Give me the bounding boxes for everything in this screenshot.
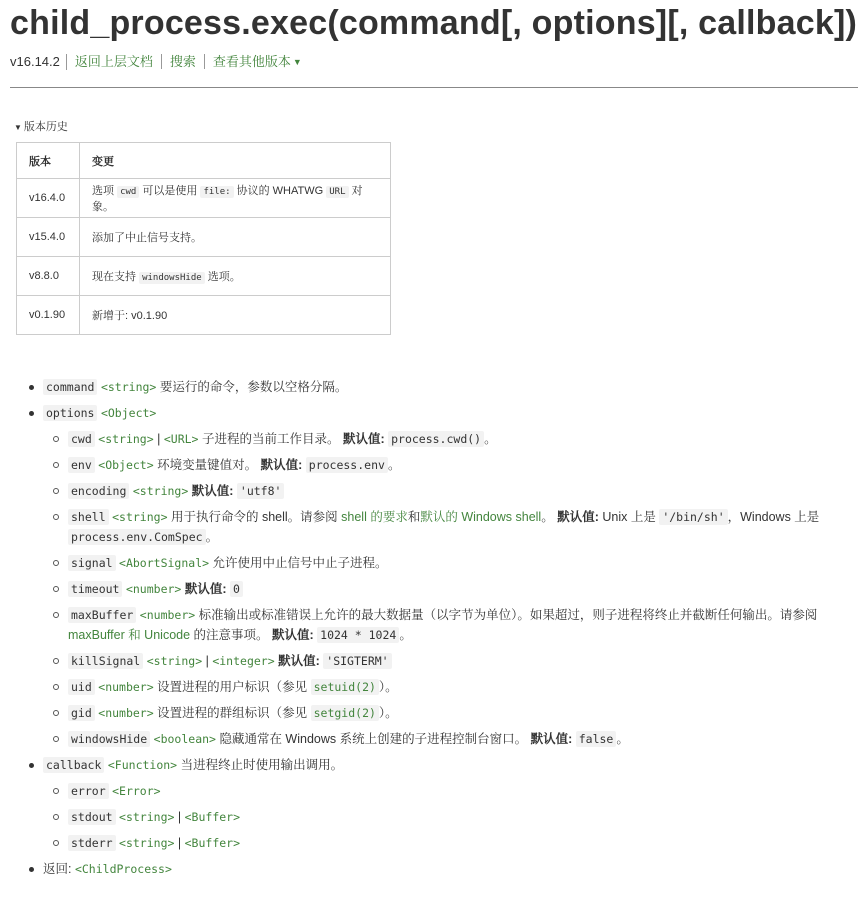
parameter-list	[27, 377, 842, 885]
default-value: '/bin/sh'	[659, 509, 727, 525]
option-env	[43, 455, 842, 475]
default-value: process.env.ComSpec	[68, 529, 206, 545]
type-link[interactable]: <integer>	[212, 654, 275, 668]
row-version: v8.8.0	[17, 257, 80, 296]
param-name: callback	[43, 757, 104, 773]
type-link[interactable]: <ChildProcess>	[74, 862, 172, 876]
row-version: v15.4.0	[17, 218, 80, 257]
default-label: 默认值:	[260, 458, 303, 472]
param-desc: 允许使用中止信号中止子进程。	[209, 556, 388, 570]
maxbuffer-unicode-link[interactable]: maxBuffer 和 Unicode	[68, 628, 191, 642]
up-docs-link[interactable]: 返回上层文档	[67, 54, 162, 69]
option-gid	[43, 703, 842, 723]
param-name: uid	[68, 679, 95, 695]
version-history-label: 版本历史	[23, 121, 68, 133]
change-text: 可以是使用	[139, 185, 201, 197]
param-desc: ，Windows 上是	[727, 510, 820, 524]
other-versions-link[interactable]	[205, 54, 310, 69]
default-value: 0	[230, 581, 243, 597]
param-name: stdout	[68, 809, 116, 825]
row-change	[80, 257, 391, 296]
type-link[interactable]: <string>	[132, 484, 189, 498]
default-label: 默认值:	[530, 732, 573, 746]
version-label: v16.14.2	[10, 54, 67, 70]
param-desc: 隐藏通常在 Windows 系统上创建的子进程控制台窗口。	[215, 732, 531, 746]
punctuation: 。	[616, 732, 629, 746]
setgid-link[interactable]	[311, 705, 379, 721]
option-shell	[43, 507, 842, 547]
param-desc: 的注意事项。	[190, 628, 272, 642]
option-killsignal	[43, 651, 842, 671]
type-link[interactable]: <number>	[125, 582, 182, 596]
type-link[interactable]: <number>	[98, 706, 154, 720]
param-name: options	[43, 405, 97, 421]
param-name: env	[68, 457, 95, 473]
option-cwd	[43, 429, 842, 449]
type-link[interactable]: <boolean>	[153, 732, 216, 746]
type-link[interactable]: <Buffer>	[184, 836, 241, 850]
type-separator: |	[174, 810, 185, 824]
punctuation: 。	[484, 432, 497, 446]
chevron-down-icon: ▼	[292, 57, 302, 67]
option-timeout	[43, 579, 842, 599]
change-text: 选项	[92, 185, 118, 197]
default-value: 'utf8'	[237, 483, 285, 499]
param-name: shell	[68, 509, 109, 525]
default-value: false	[576, 731, 617, 747]
param-desc: 设置进程的群组标识（参见	[153, 706, 311, 720]
punctuation: 。	[205, 530, 219, 544]
option-encoding	[43, 481, 842, 501]
punctuation: ）。	[378, 680, 398, 694]
header-version: 版本	[17, 143, 80, 179]
type-link[interactable]: <string>	[119, 836, 175, 850]
param-name: windowsHide	[68, 731, 150, 747]
doc-page	[10, 0, 858, 335]
type-link[interactable]: <string>	[100, 380, 157, 394]
search-link[interactable]: 搜索	[162, 54, 205, 69]
default-label: 默认值:	[272, 628, 314, 642]
param-name: error	[68, 783, 109, 799]
default-label: 默认值:	[278, 654, 320, 668]
default-value: 'SIGTERM'	[323, 653, 391, 669]
param-desc: 标准输出或标准错误上允许的最大数据量（以字节为单位）。如果超过，则子进程将终止并截断任何输出。请参阅	[195, 608, 818, 622]
type-link[interactable]: <URL>	[163, 432, 199, 446]
type-link[interactable]: <Object>	[100, 406, 157, 420]
change-text: 协议的 WHATWG	[233, 185, 327, 197]
punctuation: 。	[399, 628, 412, 642]
inline-code: URL	[326, 186, 348, 198]
row-version: v0.1.90	[17, 296, 80, 335]
row-change	[80, 179, 391, 218]
option-signal	[43, 553, 842, 573]
type-link[interactable]: <Buffer>	[184, 810, 241, 824]
default-label: 默认值:	[191, 484, 234, 498]
setuid-link[interactable]	[311, 679, 379, 695]
param-desc: 要运行的命令，参数以空格分隔。	[156, 380, 348, 394]
type-separator: |	[174, 836, 185, 850]
default-windows-shell-link[interactable]: 默认的 Windows shell	[420, 510, 542, 524]
type-link[interactable]: <string>	[119, 810, 175, 824]
param-name: timeout	[68, 581, 122, 597]
man-ref: setuid(2)	[311, 679, 379, 695]
param-desc: 和	[407, 510, 421, 524]
inline-code: cwd	[117, 186, 139, 198]
default-label: 默认值:	[184, 582, 227, 596]
type-link[interactable]: <string>	[112, 510, 168, 524]
param-desc: 设置进程的用户标识（参见	[153, 680, 311, 694]
param-options	[27, 403, 842, 749]
shell-requirements-link[interactable]: shell 的要求	[341, 510, 408, 524]
table-row	[17, 218, 391, 257]
version-history	[10, 120, 858, 335]
row-change: 新增于: v0.1.90	[80, 296, 391, 335]
version-toolbar	[10, 54, 858, 72]
version-history-table	[16, 142, 391, 335]
callback-args-list	[43, 781, 842, 853]
option-uid	[43, 677, 842, 697]
param-desc: 环境变量键值对。	[153, 458, 261, 472]
param-name: gid	[68, 705, 95, 721]
returns-label: 返回:	[43, 862, 75, 876]
row-version: v16.4.0	[17, 179, 80, 218]
type-link[interactable]: <string>	[146, 654, 203, 668]
param-desc: Unix 上是	[598, 510, 660, 524]
type-link[interactable]: <Function>	[107, 758, 178, 772]
option-windowshide	[43, 729, 842, 749]
param-name: signal	[68, 555, 116, 571]
punctuation: 。	[387, 458, 401, 472]
type-link[interactable]: <Object>	[98, 458, 154, 472]
table-header-row	[17, 143, 391, 179]
options-list	[43, 429, 842, 749]
row-change: 添加了中止信号支持。	[80, 218, 391, 257]
disclosure-triangle-icon: ▼	[14, 123, 22, 132]
table-row	[17, 296, 391, 335]
default-value: process.env	[306, 457, 388, 473]
page-title: child_process.exec(command[, options][, callback])	[10, 4, 858, 42]
param-name: killSignal	[68, 653, 143, 669]
type-link[interactable]: <Error>	[112, 784, 161, 798]
param-desc: 子进程的当前工作目录。	[198, 432, 343, 446]
param-desc: 用于执行命令的 shell。请参阅	[167, 510, 342, 524]
inline-code: windowsHide	[139, 272, 205, 284]
callback-arg-stdout	[43, 807, 842, 827]
param-name: stderr	[68, 835, 116, 851]
default-label: 默认值:	[342, 432, 385, 446]
default-value: process.cwd()	[388, 431, 484, 447]
punctuation: ）。	[378, 706, 398, 720]
default-label: 默认值:	[557, 510, 599, 524]
change-text: 现在支持	[92, 271, 140, 283]
type-link[interactable]: <AbortSignal>	[119, 556, 210, 570]
table-row	[17, 179, 391, 218]
type-link[interactable]: <number>	[139, 608, 196, 622]
type-link[interactable]: <string>	[98, 432, 154, 446]
divider	[10, 87, 858, 88]
callback-arg-stderr	[43, 833, 842, 853]
param-desc: 当进程终止时使用输出调用。	[177, 758, 344, 772]
man-ref: setgid(2)	[311, 705, 379, 721]
param-name: command	[43, 379, 97, 395]
option-maxbuffer	[43, 605, 842, 645]
table-row	[17, 257, 391, 296]
change-text: 选项。	[204, 271, 241, 283]
param-name: cwd	[68, 431, 95, 447]
param-desc: 。	[541, 510, 558, 524]
default-value: 1024 * 1024	[317, 627, 399, 643]
version-history-toggle[interactable]	[14, 120, 858, 134]
inline-code: file:	[200, 186, 233, 198]
header-changes: 变更	[80, 143, 391, 179]
type-separator: |	[202, 654, 213, 668]
type-link[interactable]: <number>	[98, 680, 154, 694]
other-versions-label: 查看其他版本	[212, 54, 291, 69]
change-text: 对象。	[92, 185, 363, 213]
param-returns	[27, 859, 842, 879]
param-callback	[27, 755, 842, 853]
callback-arg-error	[43, 781, 842, 801]
param-name: maxBuffer	[68, 607, 136, 623]
param-name: encoding	[68, 483, 129, 499]
param-command	[27, 377, 842, 397]
type-separator: |	[153, 432, 164, 446]
